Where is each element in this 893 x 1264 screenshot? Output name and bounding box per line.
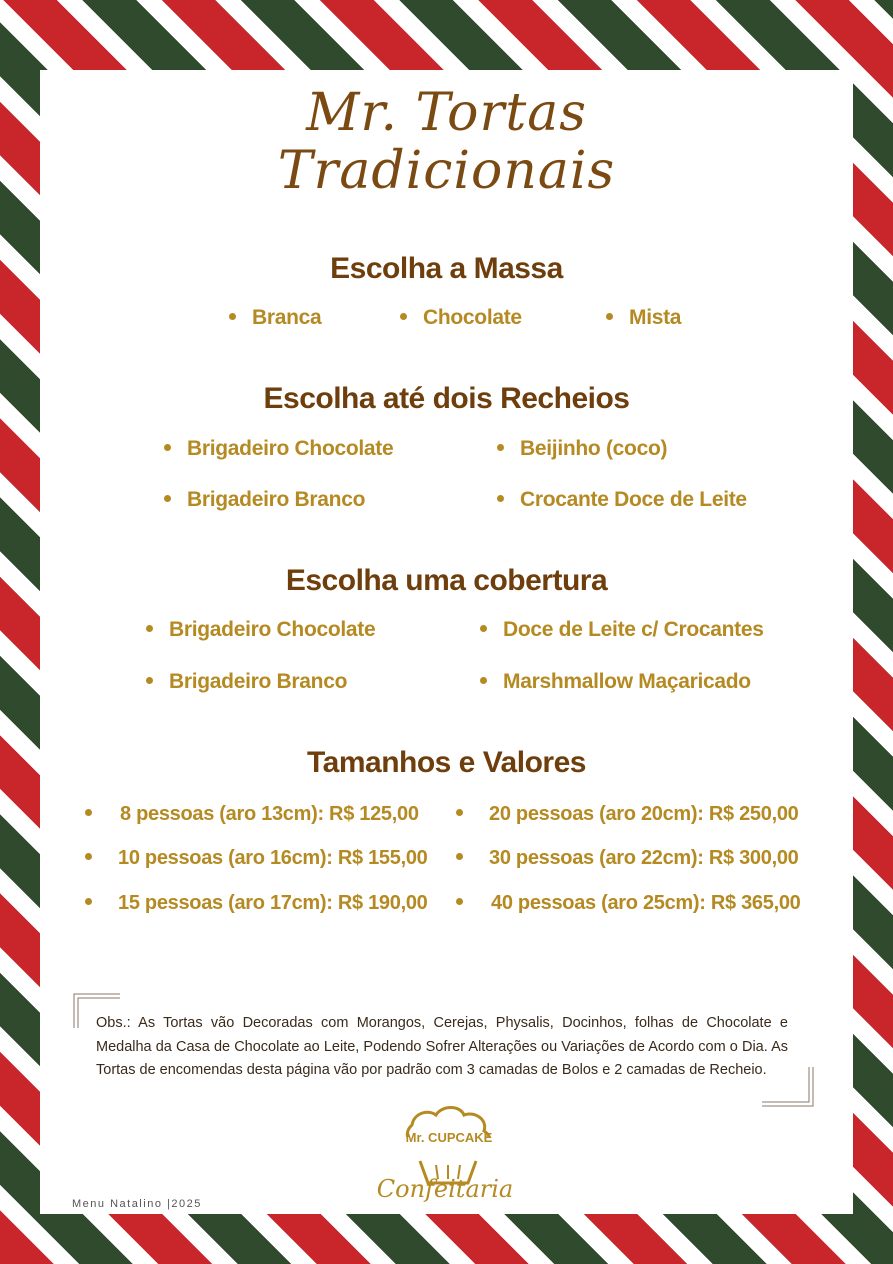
bullet-icon — [606, 313, 613, 320]
logo-text: Mr. CUPCAKE — [405, 1130, 493, 1145]
bullet-icon — [146, 625, 153, 632]
bullet-icon — [456, 898, 463, 905]
massa-heading: Escolha a Massa — [330, 252, 563, 285]
page-title — [0, 84, 893, 200]
list-item: 30 pessoas (aro 22cm): R$ 300,00 — [456, 847, 798, 870]
list-item: Branca — [229, 306, 321, 330]
observation-note: Obs.: As Tortas vão Decoradas com Morangos, Cerejas, Physalis, Docinhos, folhas de Chocolate e Medalha da Casa de Chocolate ao Leite, Podendo Sofrer Alterações ou Variações de Acordo com o Dia. As Tortas de encomendas desta página vão por padrão com 3 camadas de Bolos e 2 camadas de Recheio. — [96, 1015, 788, 1078]
list-item: Mista — [606, 306, 681, 330]
logo-subtitle: Confeitaria — [376, 1175, 514, 1203]
list-item: Doce de Leite c/ Crocantes — [480, 618, 764, 642]
bullet-icon — [229, 313, 236, 320]
list-item: Brigadeiro Branco — [146, 670, 347, 694]
recheios-heading: Escolha até dois Recheios — [263, 382, 630, 415]
list-item: 40 pessoas (aro 25cm): R$ 365,00 — [456, 892, 800, 915]
tamanhos-heading: Tamanhos e Valores — [307, 746, 586, 779]
bullet-icon — [497, 495, 504, 502]
title-line-1: Mr. Tortas — [306, 83, 587, 143]
list-item: 20 pessoas (aro 20cm): R$ 250,00 — [456, 803, 798, 826]
bullet-icon — [456, 809, 463, 816]
bullet-icon — [146, 677, 153, 684]
list-item: Beijinho (coco) — [497, 437, 667, 461]
list-item: Chocolate — [400, 306, 522, 330]
bullet-icon — [480, 625, 487, 632]
bullet-icon — [85, 853, 92, 860]
list-item: 15 pessoas (aro 17cm): R$ 190,00 — [85, 892, 427, 915]
title-line-2: Tradicionais — [277, 141, 616, 201]
list-item: Brigadeiro Chocolate — [146, 618, 375, 642]
bullet-icon — [456, 853, 463, 860]
bullet-icon — [85, 898, 92, 905]
list-item: 8 pessoas (aro 13cm): R$ 125,00 — [85, 803, 419, 826]
list-item: Marshmallow Maçaricado — [480, 670, 751, 694]
bullet-icon — [85, 809, 92, 816]
bullet-icon — [480, 677, 487, 684]
bullet-icon — [497, 444, 504, 451]
cobertura-heading: Escolha uma cobertura — [285, 564, 608, 597]
list-item: Crocante Doce de Leite — [497, 488, 747, 512]
bullet-icon — [400, 313, 407, 320]
list-item: 10 pessoas (aro 16cm): R$ 155,00 — [85, 847, 427, 870]
list-item: Brigadeiro Branco — [164, 488, 365, 512]
bullet-icon — [164, 495, 171, 502]
list-item: Brigadeiro Chocolate — [164, 437, 393, 461]
bullet-icon — [164, 444, 171, 451]
footer-label: Menu Natalino |2025 — [72, 1198, 202, 1210]
